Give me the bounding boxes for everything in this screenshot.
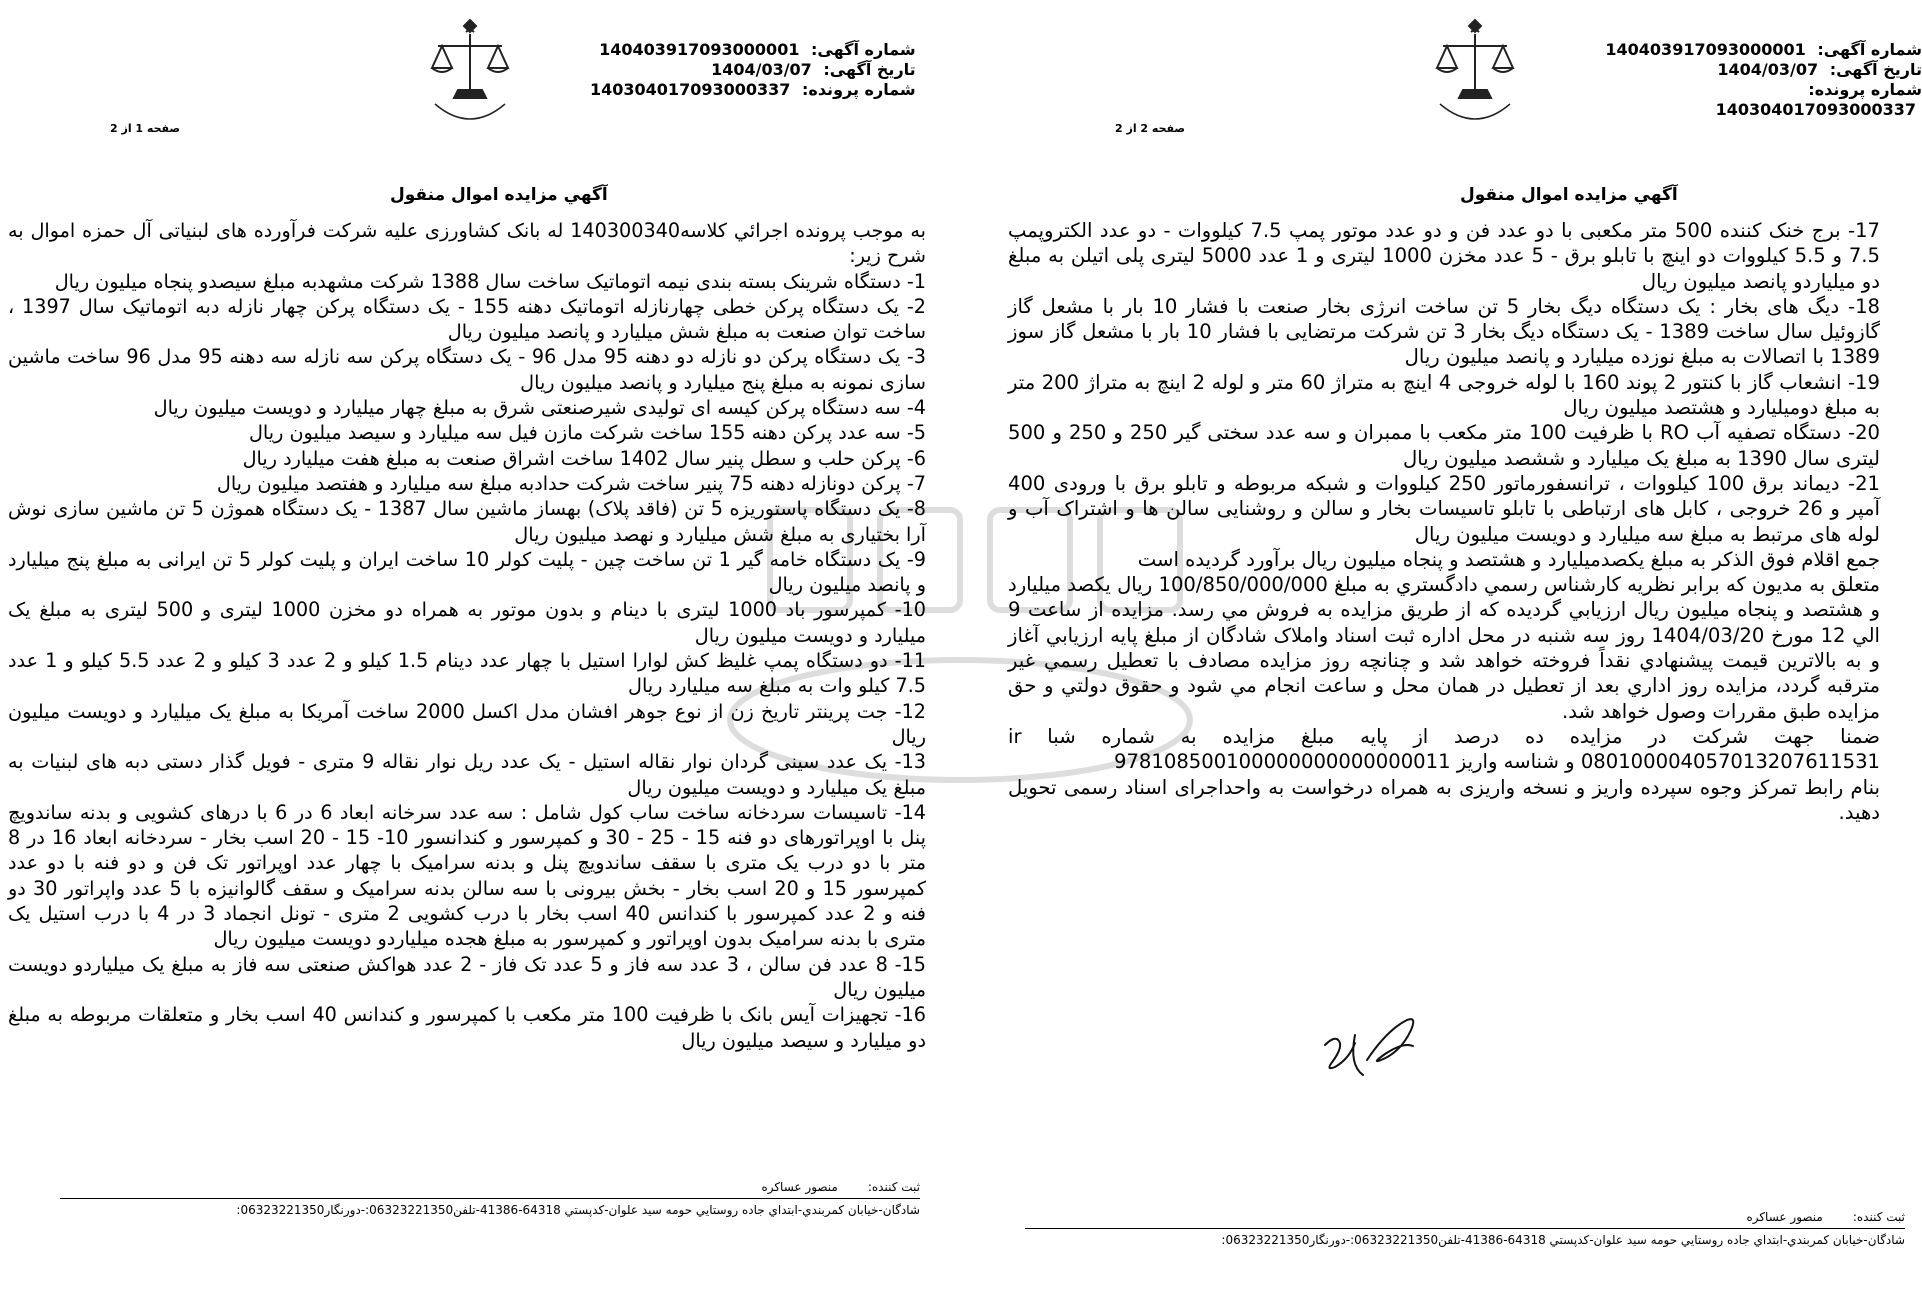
document-title: آگهي مزايده اموال منقول [390,185,608,205]
list-item: 8- یک دستگاه پاستوریزه 5 تن (فاقد پلاک) بهساز ماشین سال 1387 - یک دستگاه هموژن 5 تن ماشین سازی نوش آرا بختیاری به مبلغ شش میلیارد و نهصد میلیون ریال [8,497,927,546]
auction-items-list [1008,218,1880,825]
case-number: 140304017093000337 [590,80,791,99]
page-footer [60,1180,920,1217]
signer-label: ثبت کننده: [867,1180,920,1194]
ad-number-row [1605,40,1922,60]
list-item: 2- یک دستگاه پرکن خطی چهارنازله اتوماتیک دهنه 155 - یک دستگاه پرکن چهار نازله دبه اتوماتیک سال 1397 ، ساخت توان صنعت به مبلغ شش میلیارد و پانصد میلیون ریال [8,294,926,344]
list-item: 6- پرکن حلب و سطل پنیر سال 1402 ساخت اشراق صنعت به مبلغ هفت میلیارد ریال [242,446,926,470]
total-estimate: جمع اقلام فوق الذکر به مبلغ یکصدمیلیارد و هشتصد و پنجاه میلیون ریال برآورد گردیده است [1137,547,1880,571]
signer-name: منصور عساکره [761,1180,838,1194]
auction-items-list [8,218,926,1053]
list-item: 4- سه دستگاه پرکن کیسه ای تولیدی شیرصنعتی شرق به مبلغ چهار میلیارد و دویست میلیون ریال [153,396,926,420]
page-header [0,12,965,172]
ad-date: 1404/03/07 [1717,60,1819,79]
page-2 [965,0,1922,1309]
list-item: 16- تجهیزات آیس بانک با ظرفیت 100 متر مکعب با کمپرسور و کندانس 40 اسب بخار و متعلقات مربوطه به مبلغ دو میلیارد و سیصد میلیون ریال [8,1003,926,1052]
ad-meta [590,40,916,100]
list-item: 7- پرکن دونازله دهنه 75 پنیر ساخت شرکت حدادبه مبلغ سه میلیارد و هفتصد میلیون ریال [216,471,926,495]
list-item: 3- یک دستگاه پرکن دو نازله دو دهنه 95 مدل 96 - یک دستگاه پرکن سه نازله سه دهنه 95 مدل 96 ساخت ماشین سازی نمونه به مبلغ پنج میلیارد و پانصد میلیون ریال [8,345,926,394]
handwritten-signature [1305,1005,1435,1095]
signer-row [1025,1210,1905,1224]
list-item: 19- انشعاب گاز با کنتور 2 پوند 160 با لوله خروجی 4 اینچ به متراژ 60 متر و لوله 2 اینچ به متراژ 200 متر به مبلغ دومیلیارد و هشتصد میلیون ریال [1008,370,1880,420]
ad-date-row [1605,60,1922,80]
ad-number-label: شماره آگهی: [811,40,916,59]
ad-date-label: تاریخ آگهی: [823,60,916,79]
deposit-instructions: ضمنا جهت شرکت در مزایده ده درصد از پایه مبلغ مزایده به شماره شبا ir 080100004057013207611531 و شناسه واریز 978108500100000000000000011 [1008,724,1880,774]
list-item: 10- کمپرسور باد 1000 لیتری با دینام و بدون موتور به همراه دو مخزن 1000 لیتری و 500 لیتری به مبلغ یک میلیارد و دویست میلیون ریال [8,598,926,647]
ad-number-row [590,40,916,60]
office-address: شادگان-خیابان کمربندي-ابتداي جاده روستايي حومه سيد علوان-کدپستي 64318-41386-تلفن06323221350:-دورنگار06323221350: [1221,1233,1905,1247]
footer-divider [60,1198,920,1199]
case-number-label: شماره پرونده: [1808,80,1922,99]
list-item: 20- دستگاه تصفیه آب RO با ظرفیت 100 متر مکعب با ممبران و سه عدد سختی گیر 250 و 250 و 500 لیتری سال 1390 به مبلغ یک میلیارد و ششصد میلیون ریال [1008,421,1881,470]
list-item: 13- یک عدد سینی گردان نوار نقاله استیل - یک عدد ریل نوار نقاله 9 متری - فویل گذار دستی دبه های لبنیات به مبلغ یک میلیارد و دویست میلیون ریال [8,750,926,799]
list-item: 15- 8 عدد فن سالن ، 3 عدد سه فاز و 5 عدد تک فاز - 2 عدد هواکش صنعتی سه فاز به مبلغ یک میلیاردو دویست میلیون ریال [8,952,926,1001]
case-number-row [590,80,916,100]
case-number-row [1605,80,1922,120]
list-item: 21- دیماند برق 100 کیلووات ، ترانسفورماتور 250 کیلووات و شبکه مربوطه و تابلو برق با ورودی 400 آمپر و 26 خروجی ، کابل های ارتباطی با تابلو تاسیسات بخار و سالن و روشنایی سالن ها و اشتراک آب و لوله های مرتبط به مبلغ سه میلیارد و دویست میلیون ریال [1008,471,1880,546]
page-header [965,12,1922,172]
list-item: 11- دو دستگاه پمپ غلیظ کش لوارا استیل با چهار عدد دینام 1.5 کیلو و 2 عدد 3 کیلو و 2 عدد 5.5 کیلو و 1 عدد 7.5 کیلو وات به مبلغ سه میلیارد ریال [8,649,927,698]
office-address: شادگان-خیابان کمربندي-ابتداي جاده روستايي حومه سيد علوان-کدپستي 64318-41386-تلفن06323221350:-دورنگار06323221350: [236,1203,920,1217]
list-item: 18- دیگ های بخار : یک دستگاه دیگ بخار 5 تن ساخت انرژی بخار صنعت با فشار 10 بار با مشعل گاز گازوئیل سال ساخت 1389 - یک دستگاه دیگ بخار 3 تن شرکت مرتضایی با فشار 10 بار با مشعل گاز سوز 1389 با اتصالات به مبلغ نوزده میلیارد و پانصد میلیون ریال [1008,294,1881,369]
signer-row [60,1180,920,1194]
judiciary-emblem-icon [420,12,520,142]
footer-divider [1025,1228,1905,1229]
case-number-label: شماره پرونده: [801,80,916,99]
judiciary-emblem-icon [1425,12,1525,142]
ad-number: 140403917093000001 [1605,40,1806,59]
paragraph: به موجب پرونده اجرائي کلاسه140300340 له بانک کشاورزی علیه شرکت فرآورده های لبنیاتی آل حمزه اموال به شرح زیر: [8,219,926,268]
ad-date-row [590,60,916,80]
list-item: 9- یک دستگاه خامه گیر 1 تن ساخت چین - پلیت کولر 10 ساخت ایران و پلیت کولر 5 تن ایرانی به مبلغ پنج میلیارد و پانصد میلیون ریال [8,547,926,597]
list-item: 14- تاسیسات سردخانه ساخت ساب کول شامل : سه عدد سرخانه ابعاد 6 در 6 با درهای کشویی و بدنه ساندویچ پنل با اوپراتورهای دو فنه 15 - 25 - 30 و کمپرسور و کندانسور 10- 15 - 20 اسب بخار - سردخانه ابعاد 16 در 8 متر با دو درب یک متری با سقف ساندویچ پنل و بدنه سرامیک با چهار عدد اوپراتور تک فن و دو فنه با دو عدد کمپرسور 15 و 20 اسب بخار - بخش بیرونی با سه سالن بدنه سرامیک و سقف گالوانیزه با 5 عدد واپراتور 30 دو فنه و 2 عدد کمپرسور با کندانس 40 اسب بخار با درب کشویی 2 متری - تونل انجماد 3 در 4 با درب استیل یک متری با بدنه سرامیک بدون اوپراتور و کمپرسور به مبلغ هجده میلیاردو دویست میلیون ریال [8,800,926,951]
case-number: 140304017093000337 [1715,100,1916,119]
ad-number-label: شماره آگهی: [1817,40,1922,59]
page-number: صفحه 1 از 2 [110,122,181,135]
page-footer [1025,1210,1905,1247]
ad-date-label: تاریخ آگهی: [1829,60,1922,79]
ad-meta [1605,40,1922,120]
list-item: 12- جت پرینتر تاریخ زن از نوع جوهر افشان مدل اکسل 2000 ساخت آمریکا به مبلغ یک میلیارد و دویست میلیون ریال [8,699,926,748]
ad-number: 140403917093000001 [599,40,800,59]
delivery-instructions: بنام رابط تمرکز وجوه سپرده واریز و نسخه واریزی به همراه درخواست به واحداجرای اسناد رسمی تحویل دهید. [1008,775,1880,824]
list-item: 5- سه عدد پرکن دهنه 155 ساخت شرکت مازن فیل سه میلیارد و سیصد میلیون ریال [248,421,926,445]
page-number: صفحه 2 از 2 [1115,122,1186,135]
ad-date: 1404/03/07 [711,60,812,79]
auction-terms: متعلق به مديون که برابر نظريه کارشناس رسمي دادگستري به مبلغ 100/850/000/000 ريال يکصد ميليارد و هشتصد و پنجاه میلیون ريال ارزيابي گرديده که از طريق مزايده به فروش مي رسد. مزايده از ساعت 9 الي 12 مورخ 1404/03/20 روز سه شنبه در محل اداره ثبت اسناد واملاک شادگان از مبلغ پايه ارزيابي آغاز و به بالاترين قيمت پيشنهادي نقداً فروخته خواهد شد و چنانچه روز مزايده مصادف با تعطيل رسمي غير مترقبه گردد، مزايده روز اداري بعد از تعطيل در همان محل و ساعت انجام مي شود و حقوق دولتي و حق مزايده طبق مقررات وصول خواهد شد. [1008,573,1881,723]
list-item: 1- دستگاه شرینک بسته بندی نیمه اتوماتیک ساخت سال 1388 شرکت مشهدبه مبلغ سیصدو پنجاه میلیون ریال [54,269,926,293]
document-title: آگهي مزايده اموال منقول [1460,185,1678,205]
signer-label: ثبت کننده: [1852,1210,1905,1224]
signer-name: منصور عساکره [1746,1210,1823,1224]
list-item: 17- برج خنک کننده 500 متر مکعبی با دو عدد فن و دو عدد موتور پمپ 7.5 کیلووات - دو عدد الکتروپمپ 7.5 و 5.5 کیلووات دو اینچ با تابلو برق - 5 عدد مخزن 1000 لیتری و 1 عدد 5000 لیتری پلی اتیلن به مبلغ دو میلیاردو پانصد میلیون ریال [1008,219,1880,293]
